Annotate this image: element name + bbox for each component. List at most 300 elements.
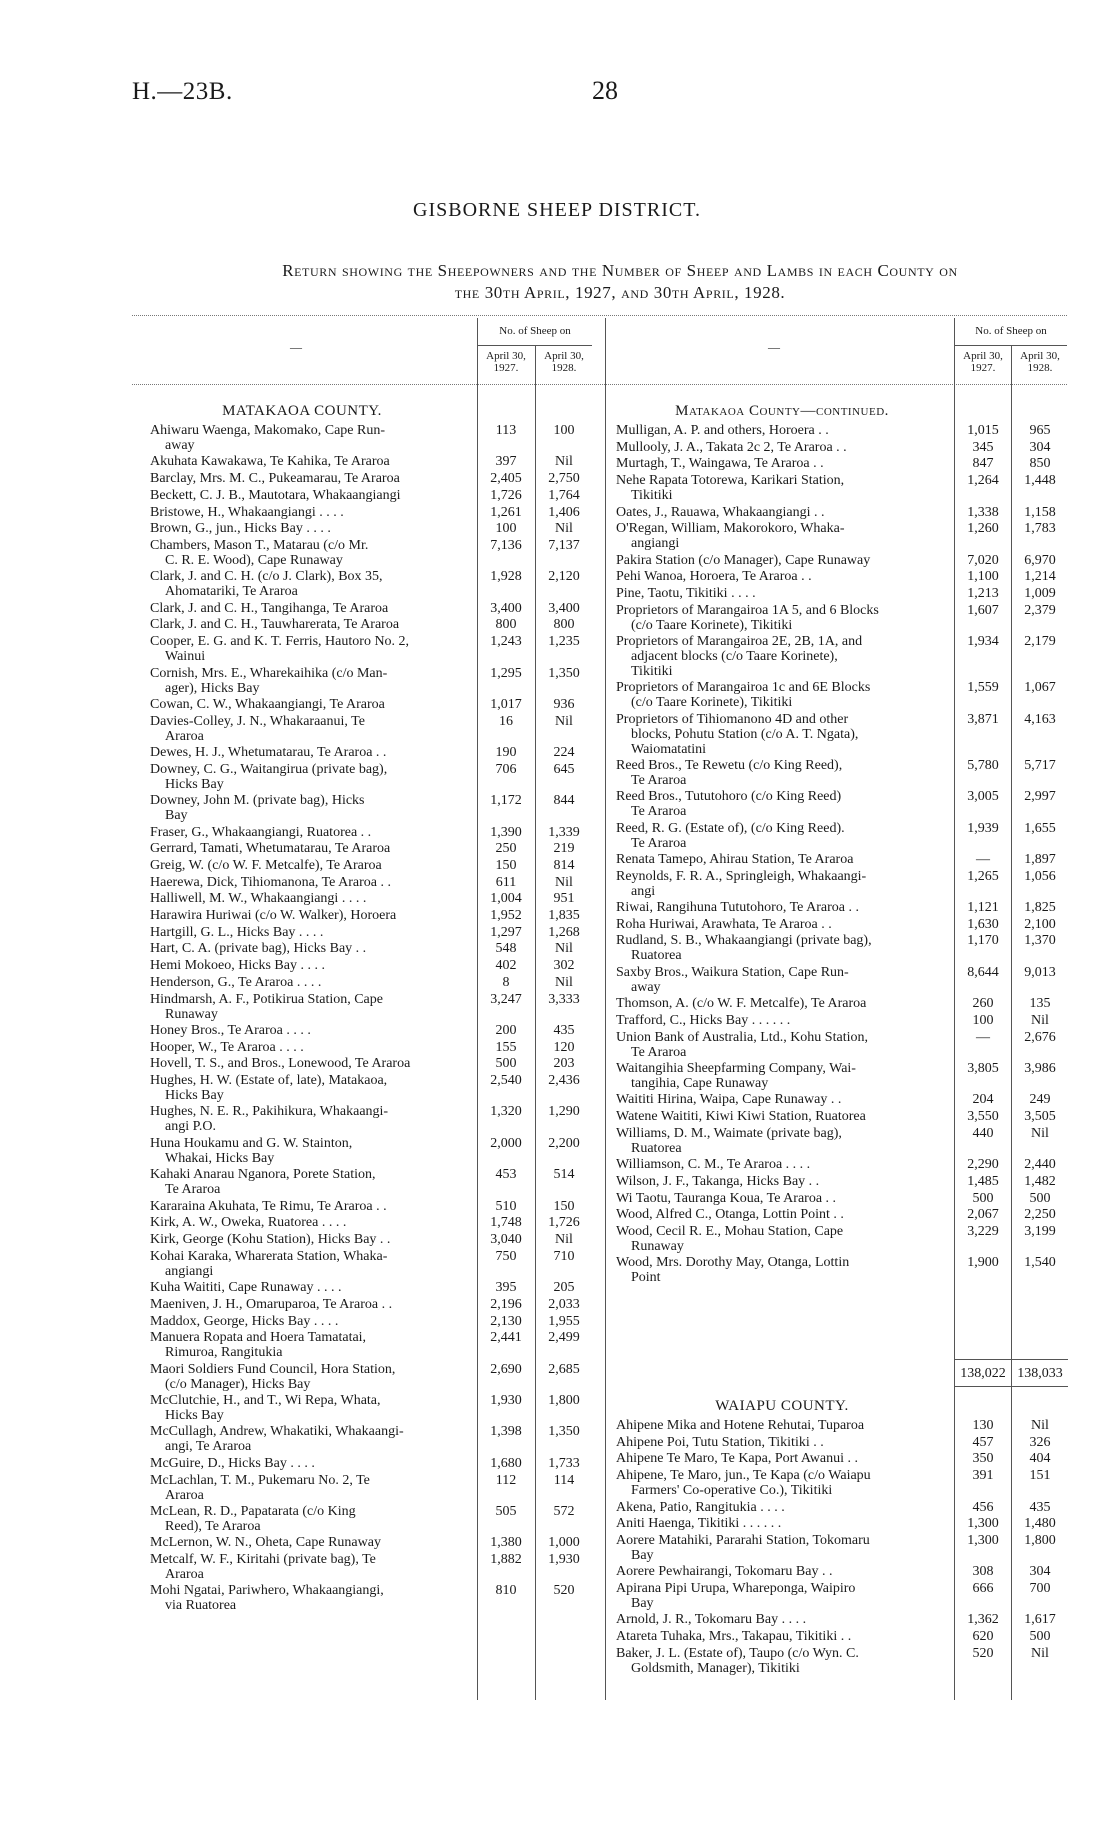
owner-name-line: Renata Tamepo, Ahirau Station, Te Araroa <box>616 851 854 867</box>
sheep-count-1928: 710 <box>553 1248 575 1264</box>
sheep-count-1928: 135 <box>1029 996 1051 1012</box>
sheep-count-1928: 3,333 <box>548 991 580 1007</box>
owner-name <box>146 488 470 503</box>
owner-name-line: Aniti Haenga, Tikitiki . . . . . . <box>616 1516 782 1532</box>
sheep-count-1928: Nil <box>1031 1645 1049 1661</box>
sheep-count-1927: 1,260 <box>967 521 999 537</box>
subtitle-line-1: Return showing the Sheepowners and the Number of Sheep and Lambs in each County on <box>282 261 958 280</box>
sheep-count-1928: 800 <box>553 617 575 633</box>
right-col1-header: April 30, 1927. <box>963 350 1003 374</box>
owner-name-line: Greig, W. (c/o W. F. Metcalfe), Te Araroa <box>150 857 382 873</box>
owner-name <box>612 852 950 867</box>
owner-name <box>612 1030 950 1060</box>
owner-name <box>146 1552 470 1582</box>
owner-name-line: Dewes, H. J., Whetumatarau, Te Araroa . . <box>150 745 387 760</box>
owner-name-line: Hooper, W., Te Araroa . . . . <box>150 1039 304 1055</box>
sheep-count-1927: 3,247 <box>490 991 522 1007</box>
owner-name <box>612 1207 950 1222</box>
sheep-count-1927: 440 <box>972 1125 994 1141</box>
owner-name-continuation: Ahomatariki, Te Araroa <box>165 584 298 600</box>
sheep-count-1927: 620 <box>972 1629 994 1645</box>
owner-name-line: Nehe Rapata Totorewa, Karikari Station, <box>616 473 845 489</box>
owner-name-line: Watene Waititi, Kiwi Kiwi Station, Ruatorea <box>616 1109 866 1125</box>
totals-bottom-rule <box>955 1386 1068 1387</box>
sheep-count-1927: 1,559 <box>967 680 999 696</box>
sheep-count-1928: 1,800 <box>548 1393 580 1408</box>
sheep-count-1927: 1,362 <box>967 1612 999 1628</box>
owner-name <box>146 538 470 568</box>
sheep-count-1927: 1,017 <box>490 696 522 712</box>
owner-name <box>612 1174 950 1189</box>
sheep-count-1928: 2,379 <box>1024 602 1056 618</box>
owner-name <box>146 858 470 873</box>
subtitle-line-2: the 30th April, 1927, and 30th April, 1928. <box>454 283 786 302</box>
sheep-count-1927: 3,400 <box>490 600 522 616</box>
sheep-count-1927: 3,040 <box>490 1232 522 1247</box>
owner-name <box>146 992 470 1022</box>
sheep-count-1928: 100 <box>553 423 575 438</box>
owner-name-continuation: Farmers' Co-operative Co.), Tikitiki <box>631 1483 833 1499</box>
sheep-count-1928: 249 <box>1029 1092 1051 1108</box>
owner-name-continuation: away <box>631 979 661 995</box>
owner-name <box>146 1424 470 1454</box>
owner-name <box>612 1516 950 1531</box>
owner-name <box>612 965 950 995</box>
owner-name-continuation: (c/o Taare Korinete), Tikitiki <box>631 695 793 711</box>
owner-name-continuation: Bay <box>631 1547 654 1563</box>
sheep-count-1928: 700 <box>1029 1581 1051 1596</box>
owner-name-continuation: angiangi <box>631 536 680 552</box>
sheep-count-1928: 814 <box>553 857 575 873</box>
owner-name-line: Wi Taotu, Tauranga Koua, Te Araroa . . <box>616 1190 837 1206</box>
sheep-count-1928: 1,480 <box>1024 1516 1056 1532</box>
sheep-count-1928: 6,970 <box>1024 552 1056 568</box>
owner-name-line: Trafford, C., Hicks Bay . . . . . . <box>616 1012 791 1028</box>
sheep-count-1928: 514 <box>553 1167 575 1183</box>
sheep-count-1927: 8 <box>502 974 510 990</box>
owner-name-line: Kuha Waititi, Cape Runaway . . . . <box>150 1280 342 1296</box>
sheep-count-1927: 1,172 <box>490 793 522 809</box>
sheep-count-1928: 150 <box>553 1198 575 1214</box>
sheep-count-1928: 1,158 <box>1024 504 1056 520</box>
owner-name-line: Fraser, G., Whakaangiangi, Ruatorea . . <box>150 824 372 840</box>
owner-name <box>612 821 950 851</box>
sheep-count-1928: 219 <box>553 841 575 857</box>
sheep-count-1928: 404 <box>1029 1451 1051 1467</box>
sheep-count-1927: 1,300 <box>967 1516 999 1532</box>
sheep-count-1928: 951 <box>553 891 575 907</box>
right-group-header: No. of Sheep on <box>975 325 1047 337</box>
sheep-count-1928: Nil <box>555 454 573 470</box>
owner-name <box>146 1473 470 1503</box>
owner-name <box>612 1109 950 1124</box>
owner-name <box>612 586 950 601</box>
sheep-count-1927: 548 <box>495 941 517 957</box>
sheep-count-1928: 1,655 <box>1024 820 1056 836</box>
owner-name-line: O'Regan, William, Makorokoro, Whaka- <box>616 521 845 537</box>
owner-name <box>612 933 950 963</box>
sheep-count-1928: 205 <box>553 1280 575 1296</box>
owner-name-line: Thomson, A. (c/o W. F. Metcalfe), Te Araroa <box>616 996 867 1012</box>
sheep-count-1928: 304 <box>1029 1564 1051 1580</box>
owner-name <box>612 1092 950 1107</box>
owner-name <box>612 1191 950 1206</box>
owner-name <box>146 1297 470 1312</box>
owner-name-line: Halliwell, M. W., Whakaangiangi . . . . <box>150 891 367 907</box>
sheep-count-1928: 500 <box>1029 1190 1051 1206</box>
sheep-count-1927: 611 <box>495 874 517 890</box>
left-col2-header: April 30, 1928. <box>544 350 584 374</box>
owner-name <box>146 1199 470 1214</box>
owner-name <box>146 841 470 856</box>
owner-name-line: Reed, R. G. (Estate of), (c/o King Reed). <box>616 820 845 836</box>
sheep-count-1928: 3,505 <box>1024 1109 1056 1125</box>
sheep-count-1927: 1,390 <box>490 824 522 840</box>
sheep-count-1927: 100 <box>495 521 517 537</box>
sheep-count-1928: 1,009 <box>1024 586 1056 601</box>
sheep-count-1927: 155 <box>495 1039 517 1055</box>
owner-name <box>612 553 950 568</box>
owner-name <box>146 825 470 840</box>
owner-name-line: Haerewa, Dick, Tihiomanona, Te Araroa . . <box>150 874 391 890</box>
sheep-count-1928: 1,350 <box>548 665 580 681</box>
owner-name <box>146 1104 470 1134</box>
sheep-count-1928: 302 <box>553 958 575 974</box>
sheep-count-1927: 810 <box>495 1583 517 1599</box>
sheep-count-1927: 1,930 <box>490 1393 522 1408</box>
owner-name-continuation: Tikitiki <box>631 664 673 680</box>
owner-name <box>612 1157 950 1172</box>
owner-name-continuation: Hicks Bay <box>165 1088 224 1103</box>
owner-name <box>146 1023 470 1038</box>
sheep-count-1928: 2,997 <box>1024 789 1056 805</box>
owner-name-continuation: ager), Hicks Bay <box>165 680 260 696</box>
owner-name <box>612 473 950 503</box>
owner-name <box>146 1456 470 1471</box>
sheep-count-1928: Nil <box>555 713 573 729</box>
sheep-count-1927: 666 <box>972 1581 994 1596</box>
sheep-count-1927: 1,300 <box>967 1532 999 1548</box>
sheep-count-1927: 308 <box>972 1564 994 1580</box>
owner-name-line: Brown, G., jun., Hicks Bay . . . . <box>150 521 331 537</box>
sheep-count-1928: Nil <box>555 874 573 890</box>
sheep-count-1927: 1,297 <box>490 924 522 940</box>
owner-name-continuation: Bay <box>631 1596 654 1611</box>
owner-name <box>146 1583 470 1613</box>
owner-name-continuation: blocks, Pohutu Station (c/o A. T. Ngata), <box>631 726 859 742</box>
owner-name-line: Huna Houkamu and G. W. Stainton, <box>150 1135 353 1151</box>
owner-name <box>146 617 470 632</box>
sheep-count-1927: 7,136 <box>490 537 522 553</box>
sheep-count-1927: 16 <box>499 713 513 729</box>
owner-name <box>612 1013 950 1028</box>
sheep-count-1927: 395 <box>495 1280 517 1296</box>
sheep-count-1927: — <box>976 851 990 867</box>
sheep-count-1927: 1,939 <box>967 820 999 836</box>
owner-name-continuation: Araroa <box>165 728 204 744</box>
owner-name-continuation: Waiomatatini <box>631 741 707 757</box>
owner-name-line: Rudland, S. B., Whakaangiangi (private bag), <box>616 933 872 949</box>
sheep-count-1928: 435 <box>553 1022 575 1038</box>
owner-name <box>612 712 950 757</box>
left-name-header: — <box>290 340 302 354</box>
sheep-count-1927: 1,630 <box>967 916 999 932</box>
sheep-count-1927: 1,680 <box>490 1455 522 1471</box>
sheep-count-1927: 130 <box>972 1418 994 1433</box>
owner-name-line: McLean, R. D., Papatarata (c/o King <box>150 1503 356 1519</box>
owner-name-line: Mullooly, J. A., Takata 2c 2, Te Araroa . . <box>616 439 847 455</box>
sheep-count-1928: 965 <box>1029 423 1051 438</box>
matakaoa-total-1928: 138,033 <box>1017 1366 1063 1381</box>
owner-name-line: Aorere Pewhairangi, Tokomaru Bay . . <box>616 1564 833 1580</box>
sheep-count-1927: 190 <box>495 745 517 760</box>
owner-name-continuation: Hicks Bay <box>165 1408 224 1423</box>
sheep-count-1928: 9,013 <box>1024 964 1056 980</box>
sheep-count-1927: 3,229 <box>967 1224 999 1239</box>
owner-name <box>146 1215 470 1230</box>
sheep-count-1928: 1,448 <box>1024 473 1056 489</box>
owner-name-continuation: adjacent blocks (c/o Taare Korinete), <box>631 649 838 665</box>
owner-name-line: Downey, C. G., Waitangirua (private bag), <box>150 761 388 777</box>
sheep-count-1928: 1,897 <box>1024 851 1056 867</box>
owner-name-line: Reynolds, F. R. A., Springleigh, Whakaangi- <box>616 868 867 884</box>
sheep-count-1927: 1,900 <box>967 1255 999 1271</box>
sheep-count-1928: 120 <box>553 1039 575 1055</box>
owner-name-line: Metcalf, W. F., Kiritahi (private bag), Te <box>150 1552 376 1567</box>
owner-name-continuation: Tikitiki <box>631 488 673 504</box>
sheep-count-1928: 1,540 <box>1024 1255 1056 1271</box>
owner-name <box>146 569 470 599</box>
owner-name-line: Williamson, C. M., Te Araroa . . . . <box>616 1157 811 1173</box>
owner-name-continuation: Te Araroa <box>631 835 687 851</box>
sheep-count-1928: 2,750 <box>548 471 580 487</box>
owner-name <box>146 697 470 712</box>
owner-name-continuation: (c/o Manager), Hicks Bay <box>165 1376 311 1392</box>
sheep-count-1927: 3,805 <box>967 1061 999 1076</box>
owner-name-line: Ahipene, Te Maro, jun., Te Kapa (c/o Waiapu <box>616 1468 871 1484</box>
owner-name-line: Henderson, G., Te Araroa . . . . <box>150 974 322 990</box>
owner-name <box>612 634 950 679</box>
sheep-count-1928: Nil <box>555 1232 573 1247</box>
owner-name-line: Proprietors of Marangairoa 1A 5, and 6 Blocks <box>616 602 879 618</box>
sheep-count-1928: 1,764 <box>548 487 580 503</box>
sheep-count-1927: 1,320 <box>490 1104 522 1120</box>
owner-name-line: Proprietors of Marangairoa 1c and 6E Blocks <box>616 680 871 696</box>
sheep-count-1928: 3,986 <box>1024 1061 1056 1076</box>
sheep-count-1927: 350 <box>972 1451 994 1467</box>
sheep-count-1928: 1,783 <box>1024 521 1056 537</box>
sheep-count-1927: 1,952 <box>490 908 522 923</box>
sheep-count-1928: 2,120 <box>548 569 580 585</box>
owner-name-line: Riwai, Rangihuna Tututohoro, Te Araroa . . <box>616 900 859 915</box>
owner-name <box>146 875 470 890</box>
owner-name <box>612 456 950 471</box>
owner-name <box>612 1629 950 1644</box>
sheep-count-1928: 844 <box>553 793 575 809</box>
sheep-count-1927: 204 <box>972 1092 994 1108</box>
sheep-count-1928: 435 <box>1029 1499 1051 1515</box>
owner-name-line: Maori Soldiers Fund Council, Hora Station, <box>150 1361 396 1377</box>
owner-name <box>146 1073 470 1103</box>
sheep-count-1928: 1,214 <box>1024 569 1056 585</box>
owner-name-line: Davies-Colley, J. N., Whakaraanui, Te <box>150 713 365 729</box>
sheep-count-1927: 1,265 <box>967 868 999 884</box>
matakaoa-county-heading: MATAKAOA COUNTY. <box>222 403 382 419</box>
owner-name-line: Wood, Alfred C., Otanga, Lottin Point . . <box>616 1207 844 1223</box>
owner-name-continuation: Goldsmith, Manager), Tikitiki <box>631 1660 800 1676</box>
owner-name-line: Maddox, George, Hicks Bay . . . . <box>150 1313 339 1329</box>
owner-name-line: Hart, C. A. (private bag), Hicks Bay . . <box>150 941 367 957</box>
owner-name <box>612 1564 950 1579</box>
sheep-count-1928: 1,290 <box>548 1104 580 1120</box>
sheep-count-1928: 304 <box>1029 439 1051 455</box>
owner-name <box>612 1468 950 1498</box>
owner-name-line: Cooper, E. G. and K. T. Ferris, Hautoro No. 2, <box>150 634 410 650</box>
owner-name-continuation: Point <box>631 1270 661 1286</box>
owner-name <box>146 714 470 744</box>
owner-name-line: Kirk, George (Kohu Station), Hicks Bay . . <box>150 1232 391 1247</box>
owner-name-continuation: angi <box>631 883 656 899</box>
owner-name-line: Chambers, Mason T., Matarau (c/o Mr. <box>150 537 369 553</box>
sheep-count-1927: 510 <box>495 1198 517 1214</box>
sheep-count-1928: 2,499 <box>548 1330 580 1346</box>
sheep-count-1927: 1,485 <box>967 1173 999 1189</box>
totals-top-rule <box>955 1359 1068 1360</box>
owner-name-line: Oates, J., Rauawa, Whakaangiangi . . <box>616 504 825 520</box>
matakaoa-total-1927: 138,022 <box>960 1366 1006 1381</box>
owner-name <box>612 789 950 819</box>
owner-name <box>146 941 470 956</box>
owner-name <box>612 1061 950 1091</box>
sheep-count-1928: 7,137 <box>548 537 580 553</box>
sheep-count-1928: 1,350 <box>548 1424 580 1440</box>
owner-name-continuation: Wainui <box>165 649 206 665</box>
header-bottom-rule <box>132 384 1067 385</box>
owner-name <box>146 1393 470 1423</box>
sheep-count-1927: 750 <box>495 1248 517 1264</box>
sheep-count-1927: 457 <box>972 1434 994 1450</box>
owner-name <box>146 908 470 923</box>
sheep-count-1928: 2,200 <box>548 1135 580 1151</box>
owner-name <box>612 1435 950 1450</box>
sheep-count-1927: 800 <box>495 617 517 633</box>
owner-name <box>146 793 470 823</box>
owner-name-line: Mulligan, A. P. and others, Horoera . . <box>616 423 829 438</box>
owner-name-line: Williams, D. M., Waimate (private bag), <box>616 1125 842 1141</box>
owner-name <box>146 745 470 760</box>
owner-name <box>146 601 470 616</box>
sheep-count-1928: 2,685 <box>548 1361 580 1377</box>
sheep-count-1927: — <box>976 1029 990 1045</box>
owner-name-line: Hartgill, G. L., Hicks Bay . . . . <box>150 924 324 940</box>
sheep-count-1928: 3,199 <box>1024 1224 1056 1239</box>
sheep-count-1927: 706 <box>495 761 517 777</box>
sheep-count-1928: 1,339 <box>548 824 580 840</box>
owner-name-line: Roha Huriwai, Arawhata, Te Araroa . . <box>616 916 832 932</box>
owner-name-line: Saxby Bros., Waikura Station, Cape Run- <box>616 964 849 980</box>
owner-name-continuation: Hicks Bay <box>165 776 224 792</box>
owner-name <box>146 521 470 536</box>
sheep-count-1927: 5,780 <box>967 757 999 773</box>
owner-name-continuation: via Ruatorea <box>165 1598 237 1614</box>
owner-name-continuation: angiangi <box>165 1263 214 1279</box>
owner-name-line: Ahipene Mika and Hotene Rehutai, Tuparoa <box>616 1418 865 1433</box>
sheep-count-1927: 1,607 <box>967 602 999 618</box>
sheep-count-1928: Nil <box>555 521 573 537</box>
sheep-count-1928: Nil <box>1031 1125 1049 1141</box>
owner-name <box>146 666 470 696</box>
owner-name-line: Bristowe, H., Whakaangiangi . . . . <box>150 504 344 520</box>
owner-name-line: Kahaki Anarau Nganora, Porete Station, <box>150 1167 376 1183</box>
owner-name-continuation: tangihia, Cape Runaway <box>631 1076 769 1091</box>
owner-name-line: Mohi Ngatai, Pariwhero, Whakaangiangi, <box>150 1583 384 1599</box>
sheep-count-1927: 1,928 <box>490 569 522 585</box>
sheep-count-1927: 1,295 <box>490 665 522 681</box>
owner-name-line: Gerrard, Tamati, Whetumatarau, Te Araroa <box>150 841 391 857</box>
sheep-count-1927: 1,882 <box>490 1552 522 1567</box>
sheep-count-1927: 1,170 <box>967 933 999 949</box>
owner-name-line: Hughes, N. E. R., Pakihikura, Whakaangi- <box>150 1104 389 1120</box>
right-col2-header: April 30, 1928. <box>1020 350 1060 374</box>
owner-name-line: Downey, John M. (private bag), Hicks <box>150 793 365 809</box>
sheep-count-1928: 1,733 <box>548 1455 580 1471</box>
center-divider <box>605 318 606 1700</box>
sheep-count-1928: 2,100 <box>1024 916 1056 932</box>
sheep-count-1928: 114 <box>553 1472 575 1488</box>
owner-name <box>612 603 950 633</box>
owner-name <box>146 1167 470 1197</box>
sheep-count-1927: 113 <box>495 423 517 438</box>
owner-name-line: Wilson, J. F., Takanga, Hicks Bay . . <box>616 1173 820 1189</box>
owner-name <box>612 1451 950 1466</box>
sheep-count-1927: 200 <box>495 1022 517 1038</box>
owner-name-continuation: Araroa <box>165 1487 204 1503</box>
sheep-count-1927: 1,264 <box>967 473 999 489</box>
owner-name-continuation: angi, Te Araroa <box>165 1439 252 1455</box>
sheep-count-1928: 224 <box>553 745 575 760</box>
sheep-count-1928: 4,163 <box>1024 711 1056 727</box>
sheep-count-1927: 3,005 <box>967 789 999 805</box>
sheep-count-1928: 1,482 <box>1024 1173 1056 1189</box>
owner-name <box>612 758 950 788</box>
owner-name-line: Hughes, H. W. (Estate of, late), Matakaoa, <box>150 1073 388 1088</box>
owner-name-continuation: Whakai, Hicks Bay <box>165 1150 275 1166</box>
sheep-count-1928: 1,835 <box>548 908 580 923</box>
sheep-count-1927: 1,380 <box>490 1535 522 1551</box>
sheep-count-1927: 1,100 <box>967 569 999 585</box>
owner-name-continuation: angi P.O. <box>165 1119 216 1135</box>
owner-name <box>146 762 470 792</box>
owner-name <box>612 1224 950 1254</box>
owner-name-line: Proprietors of Tihiomanono 4D and other <box>616 711 849 727</box>
sheep-count-1928: 2,440 <box>1024 1157 1056 1173</box>
owner-name <box>612 1581 950 1611</box>
owner-name <box>146 1535 470 1550</box>
sheep-count-1927: 391 <box>972 1468 994 1484</box>
sheep-count-1928: Nil <box>1031 1012 1049 1028</box>
owner-name <box>146 1504 470 1534</box>
sheep-count-1928: 645 <box>553 761 575 777</box>
owner-name <box>146 891 470 906</box>
left-group-header: No. of Sheep on <box>499 325 571 337</box>
owner-name <box>146 454 470 469</box>
owner-name-continuation: Runaway <box>631 1239 684 1254</box>
owner-name-line: McCullagh, Andrew, Whakatiki, Whakaangi- <box>150 1424 404 1440</box>
sheep-count-1927: 2,290 <box>967 1157 999 1173</box>
owner-name-line: Maeniven, J. H., Omaruparoa, Te Araroa . . <box>150 1296 393 1312</box>
document-subtitle <box>150 260 1090 304</box>
sheep-count-1927: 2,196 <box>490 1296 522 1312</box>
